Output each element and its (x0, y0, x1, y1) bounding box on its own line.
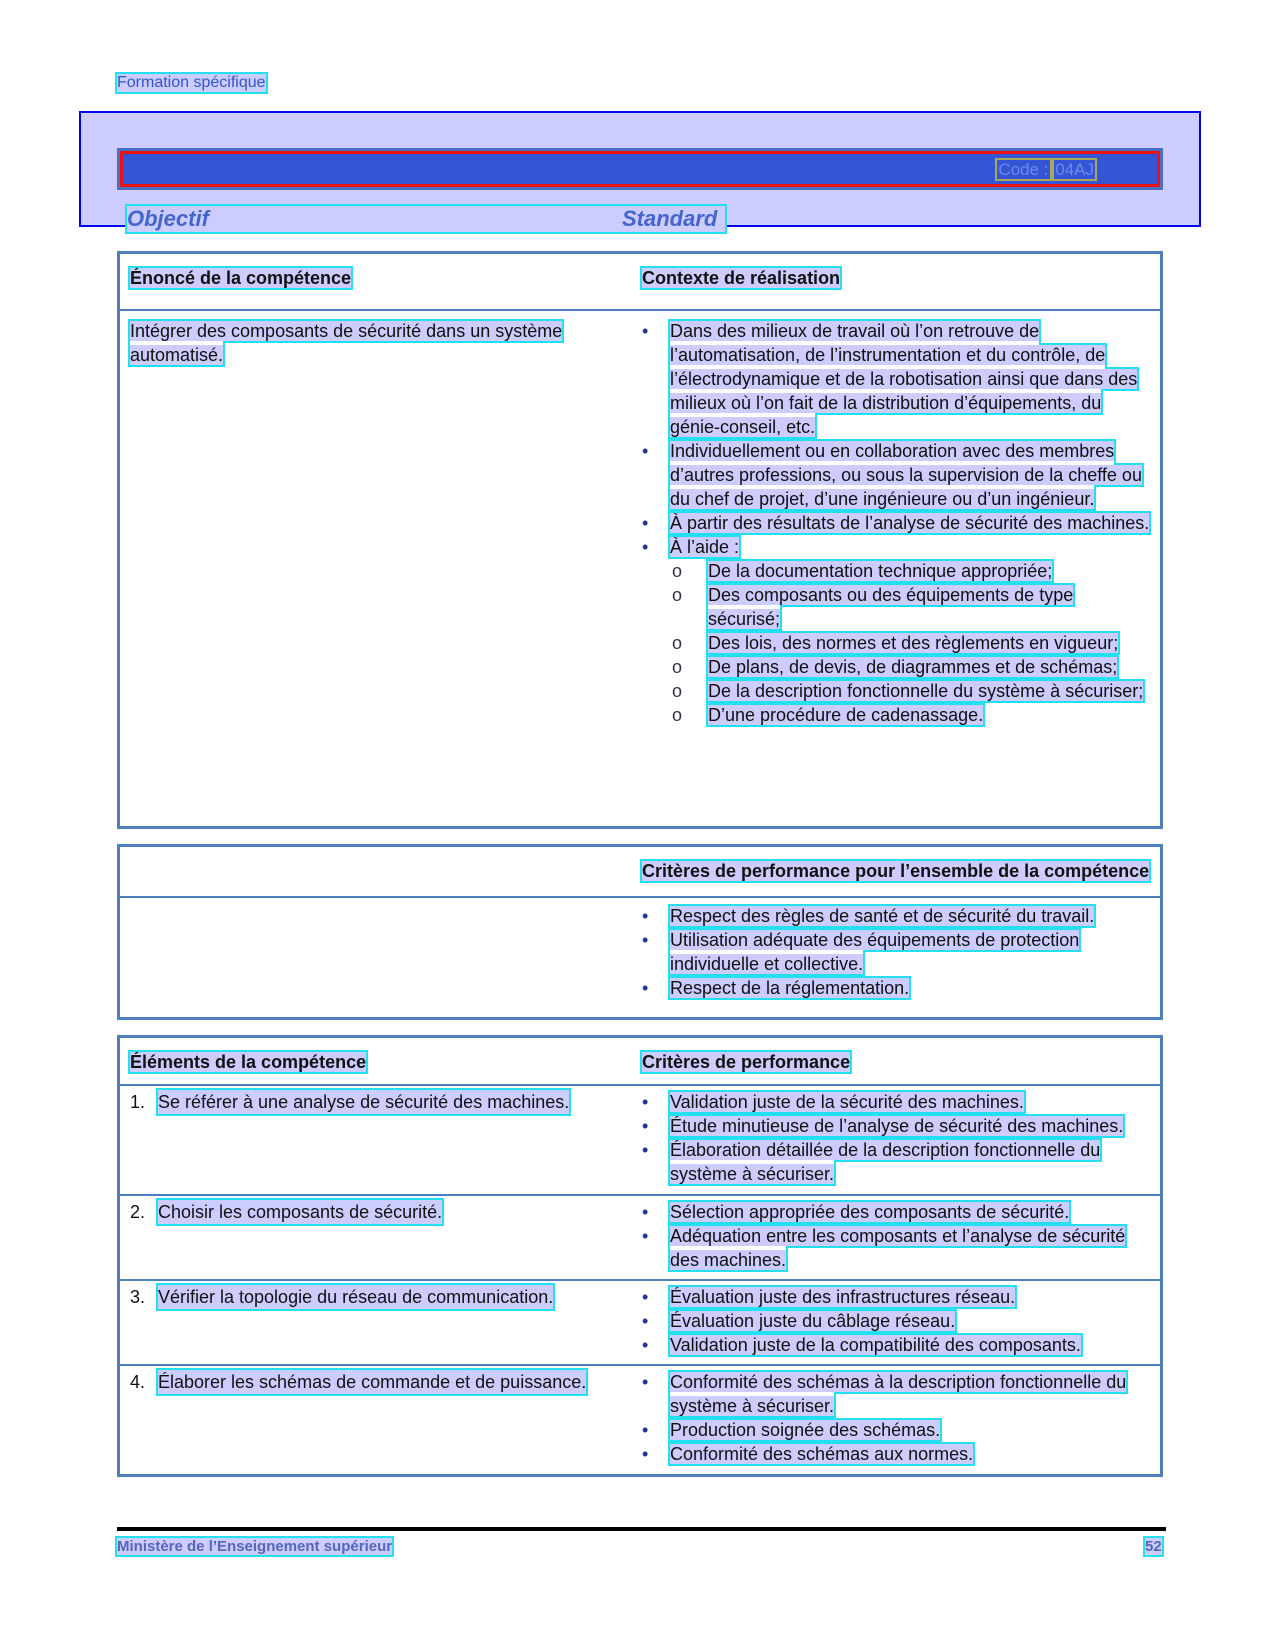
competency-code (997, 160, 1095, 180)
list-item: • Sélection appropriée des composants de sécurité. (642, 1200, 1150, 1224)
list-item: • Production soignée des schémas. (642, 1418, 1150, 1442)
list-item: o Des lois, des normes et des règlements en vigueur; (642, 631, 1150, 655)
competency-statement-table (117, 251, 1163, 829)
context-list (642, 319, 1150, 559)
element-text: Choisir les composants de sécurité. (158, 1201, 443, 1222)
list-item: • Évaluation juste du câblage réseau. (642, 1309, 1150, 1333)
list-item: • Respect des règles de santé et de sécurité du travail. (642, 904, 1150, 928)
table-row: 3. Vérifier la topologie du réseau de communication. • Évaluation juste des infrastructures réseau. • Évaluation juste du câblage réseau. • Validation juste de la compatibilité des composants. (119, 1280, 1162, 1365)
global-criteria-list (642, 904, 1150, 1000)
aids-list (642, 559, 1150, 727)
list-item: • À partir des résultats de l’analyse de sécurité des machines. (642, 511, 1150, 535)
list-item: • Adéquation entre les composants et l’analyse de sécurité des machines. (642, 1224, 1150, 1272)
running-header: Formation spécifique (117, 74, 266, 91)
list-item: • Validation juste de la compatibilité des composants. (642, 1333, 1150, 1357)
list-item: • Utilisation adéquate des équipements de protection individuelle et collective. (642, 928, 1150, 976)
list-item: • Élaboration détaillée de la description fonctionnelle du système à sécuriser. (642, 1138, 1150, 1186)
page-number: 52 (1145, 1538, 1162, 1555)
footer-divider (117, 1527, 1166, 1531)
table-row: 1. Se référer à une analyse de sécurité des machines. • Validation juste de la sécurité des machines. • Étude minutieuse de l’analyse de sécurité des machines. • Élaboration détaillée de la description fonctionnelle du système à sécuriser. (119, 1085, 1162, 1195)
footer-ministry: Ministère de l’Enseignement supérieur (117, 1538, 393, 1555)
list-item: • Respect de la réglementation. (642, 976, 1150, 1000)
code-bar (117, 148, 1163, 190)
list-item: o De plans, de devis, de diagrammes et de schémas; (642, 655, 1150, 679)
code-label: Code : (998, 160, 1049, 179)
list-item: • Individuellement ou en collaboration avec des membres d’autres professions, ou sous la supervision de la cheffe ou du chef de projet, d’une ingénieure ou d’un ingénieur. (642, 439, 1150, 511)
list-item: o D’une procédure de cadenassage. (642, 703, 1150, 727)
code-value: 04AJ (1055, 160, 1094, 179)
table-row: 2. Choisir les composants de sécurité. • Sélection appropriée des composants de sécurité. • Adéquation entre les composants et l’analyse de sécurité des machines. (119, 1195, 1162, 1280)
list-item: o De la description fonctionnelle du système à sécuriser; (642, 679, 1150, 703)
global-criteria-table (117, 844, 1163, 1020)
list-item: o Des composants ou des équipements de type sécurisé; (642, 583, 1150, 631)
table-row: 4. Élaborer les schémas de commande et de puissance. • Conformité des schémas à la description fonctionnelle du système à sécuriser. • Production soignée des schémas. • Conformité des schémas aux normes. (119, 1365, 1162, 1476)
list-item: • Étude minutieuse de l’analyse de sécurité des machines. (642, 1114, 1150, 1138)
list-item: • Conformité des schémas à la description fonctionnelle du système à sécuriser. (642, 1370, 1150, 1418)
elements-table (117, 1035, 1163, 1477)
list-item: • Conformité des schémas aux normes. (642, 1442, 1150, 1466)
competency-statement: Intégrer des composants de sécurité dans un système automatisé. (130, 320, 563, 365)
list-item: • À l’aide : (642, 535, 1150, 559)
list-item: • Évaluation juste des infrastructures réseau. (642, 1285, 1150, 1309)
list-item: • Validation juste de la sécurité des machines. (642, 1090, 1150, 1114)
global-criteria-heading: Critères de performance pour l’ensemble de la compétence (642, 861, 1150, 881)
section-objective: Objectif (127, 206, 725, 232)
element-text: Vérifier la topologie du réseau de communication. (158, 1286, 554, 1307)
section-standard: Standard (622, 206, 718, 231)
list-item: • Dans des milieux de travail où l’on retrouve de l’automatisation, de l’instrumentation et du contrôle, de l’électrodynamique et de la robotisation ainsi que dans des milieux où l’on fait de la distribution d’équipements, du génie-conseil, etc. (642, 319, 1150, 439)
col-header-criteria: Critères de performance (642, 1052, 851, 1072)
col-header-elements: Éléments de la compétence (130, 1052, 367, 1072)
col-header-context: Contexte de réalisation (642, 268, 841, 288)
element-text: Élaborer les schémas de commande et de puissance. (158, 1371, 587, 1392)
col-header-statement: Énoncé de la compétence (130, 268, 352, 288)
list-item: o De la documentation technique appropriée; (642, 559, 1150, 583)
element-text: Se référer à une analyse de sécurité des machines. (158, 1091, 570, 1112)
